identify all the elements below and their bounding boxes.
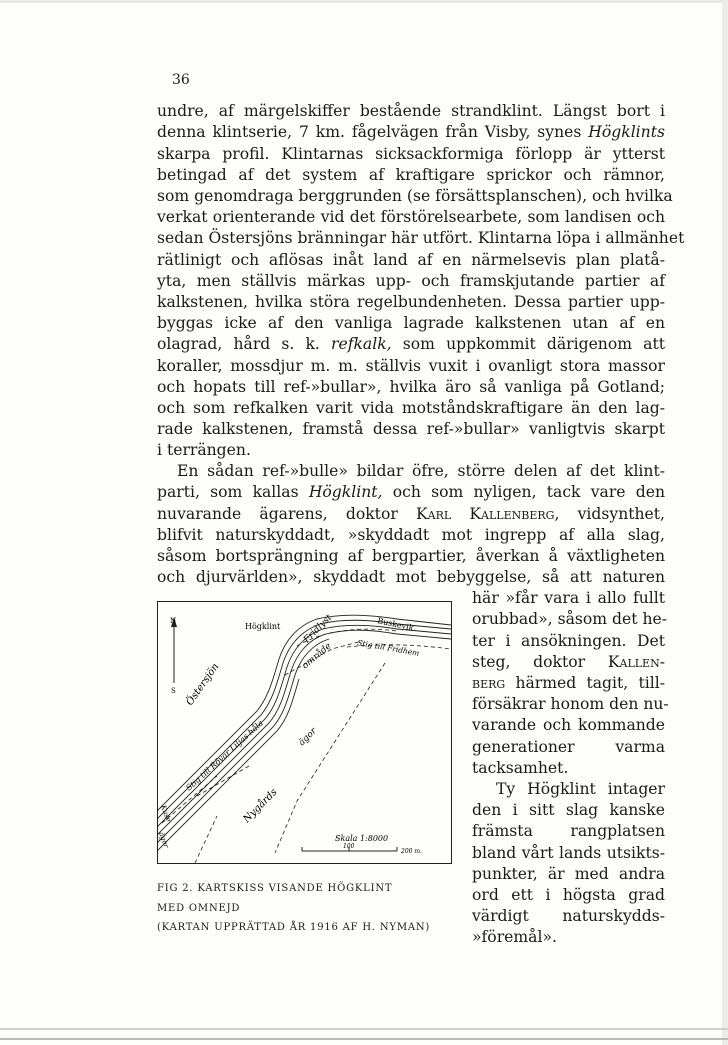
text-line: i terrängen. bbox=[157, 441, 251, 459]
north-label: N bbox=[170, 617, 177, 625]
text-line: och djurvärlden», skyddadt mot bebyggelse, så att naturen bbox=[157, 568, 665, 586]
text-line: punkter, är med andra bbox=[472, 865, 665, 883]
text-line: yta, men ställvis märkas upp- och framskjutande partier af bbox=[157, 272, 665, 290]
text-line: främsta rangplatsen bbox=[472, 822, 665, 840]
text-line: blifvit naturskyddadt, »skyddadt mot ingrepp af alla slag, bbox=[157, 526, 665, 544]
fridlyst-label: Fridlyst bbox=[302, 613, 335, 646]
text-line: olagrad, hård s. k. refkalk, som uppkommit därigenom att bbox=[157, 335, 665, 353]
map-sketch bbox=[157, 601, 452, 864]
page-bottom-rule bbox=[0, 1038, 728, 1040]
text-line: En sådan ref-»bulle» bildar öfre, större delen af det klint- bbox=[177, 462, 665, 480]
text-line: undre, af märgelskiffer bestående strandklint. Längst bort i bbox=[157, 102, 665, 120]
text-line: den i sitt slag kanske bbox=[472, 801, 665, 819]
scale-200-label: 200 m. bbox=[401, 848, 422, 855]
page-number: 36 bbox=[172, 72, 190, 88]
page-bottom-rule bbox=[0, 1028, 728, 1030]
text-line: kalkstenen, hvilka störa regelbundenheten. Dessa partier upp- bbox=[157, 293, 665, 311]
text-line: och som refkalken varit vida motståndskraftigare än den lag- bbox=[157, 399, 665, 417]
buskevik-label: Buskevik bbox=[376, 616, 415, 633]
text-line: och hopats till ref-»bullar», hvilka äro så vanliga på Gotland; bbox=[157, 378, 665, 396]
scale-label: Skala 1:8000 bbox=[335, 834, 389, 843]
figure-caption-line: FIG 2. KARTSKISS VISANDE HÖGKLINT bbox=[157, 883, 393, 894]
text-line: försäkrar honom den nu- bbox=[472, 695, 669, 713]
hogklint-label: Högklint bbox=[245, 622, 281, 631]
text-line: skarpa profil. Klintarnas sicksackformiga förlopp är ytterst bbox=[157, 145, 665, 163]
figure-caption-line: MED OMNEJD bbox=[157, 903, 241, 914]
text-line: denna klintserie, 7 km. fågelvägen från Visby, synes Högklints bbox=[157, 123, 665, 141]
text-line: byggas icke af den vanliga lagrade kalkstenen utan af en bbox=[157, 314, 665, 332]
text-line: verkat orienterande vid det förstörelsearbete, som landisen och bbox=[157, 208, 665, 226]
text-line: sedan Östersjöns bränningar här utfört. Klintarna löpa i allmänhet bbox=[157, 229, 685, 247]
text-line: tacksamhet. bbox=[472, 759, 569, 777]
scale-bar bbox=[302, 834, 422, 855]
text-line: koraller, mossdjur m. m. ställvis vuxit i ovanligt stora massor bbox=[157, 357, 665, 375]
kuse-agor-label: ägor bbox=[157, 830, 171, 849]
stig-fridhem-label: Stig till Fridhem bbox=[356, 638, 420, 658]
text-line: nuvarande ägarens, doktor Karl Kallenberg, vidsynthet, bbox=[157, 505, 665, 523]
south-label: S bbox=[171, 687, 176, 695]
ostersjon-label: Östersjön bbox=[184, 661, 222, 708]
nygards-label: Nygårds bbox=[241, 786, 280, 826]
text-line: Ty Högklint intager bbox=[496, 780, 665, 798]
text-line: »föremål». bbox=[472, 928, 557, 946]
text-line: parti, som kallas Högklint, och som nyligen, tack vare den bbox=[157, 483, 665, 501]
text-line: värdigt naturskydds- bbox=[472, 907, 665, 925]
text-line: steg, doktor Kallen- bbox=[472, 653, 665, 671]
text-line: här »får vara i allo fullt bbox=[472, 589, 665, 607]
text-line: generationer varma bbox=[472, 738, 665, 756]
text-line: rätlinigt och aflösas inåt land af en närmelsevis plan platå- bbox=[157, 251, 665, 269]
text-line: som genomdraga berggrunden (se försättsplanschen), och hvilka bbox=[157, 187, 673, 205]
page-top-edge bbox=[0, 0, 728, 3]
scale-100-label: 100 bbox=[343, 843, 355, 850]
text-line: ter i ansökningen. Det bbox=[472, 632, 665, 650]
text-line: såsom bortsprängning af bergpartier, åverkan å växtligheten bbox=[157, 547, 665, 565]
text-line: orubbad», såsom det he- bbox=[472, 610, 667, 628]
agor-label: ägor bbox=[297, 726, 319, 749]
figure-caption-line: (KARTAN UPPRÄTTAD ÅR 1916 AF H. NYMAN) bbox=[157, 922, 431, 933]
text-line: varande och kommande bbox=[472, 716, 665, 734]
text-line: ord ett i högsta grad bbox=[472, 886, 665, 904]
text-line: berg härmed tagit, till- bbox=[472, 674, 665, 692]
kuse-label: Kuse bbox=[159, 803, 173, 823]
north-arrow bbox=[170, 617, 177, 695]
text-line: rade kalkstenen, framstå dessa ref-»bullar» vanligtvis skarpt bbox=[157, 420, 665, 438]
text-line: betingad af det system af kraftigare sprickor och rämnor, bbox=[157, 166, 665, 184]
text-line: bland vårt lands utsikts- bbox=[472, 844, 665, 862]
page-right-edge bbox=[722, 0, 728, 1045]
omrade-label: område bbox=[300, 641, 334, 672]
stig-rovar-label: Stig till Rövar Liljas håla bbox=[184, 718, 265, 793]
